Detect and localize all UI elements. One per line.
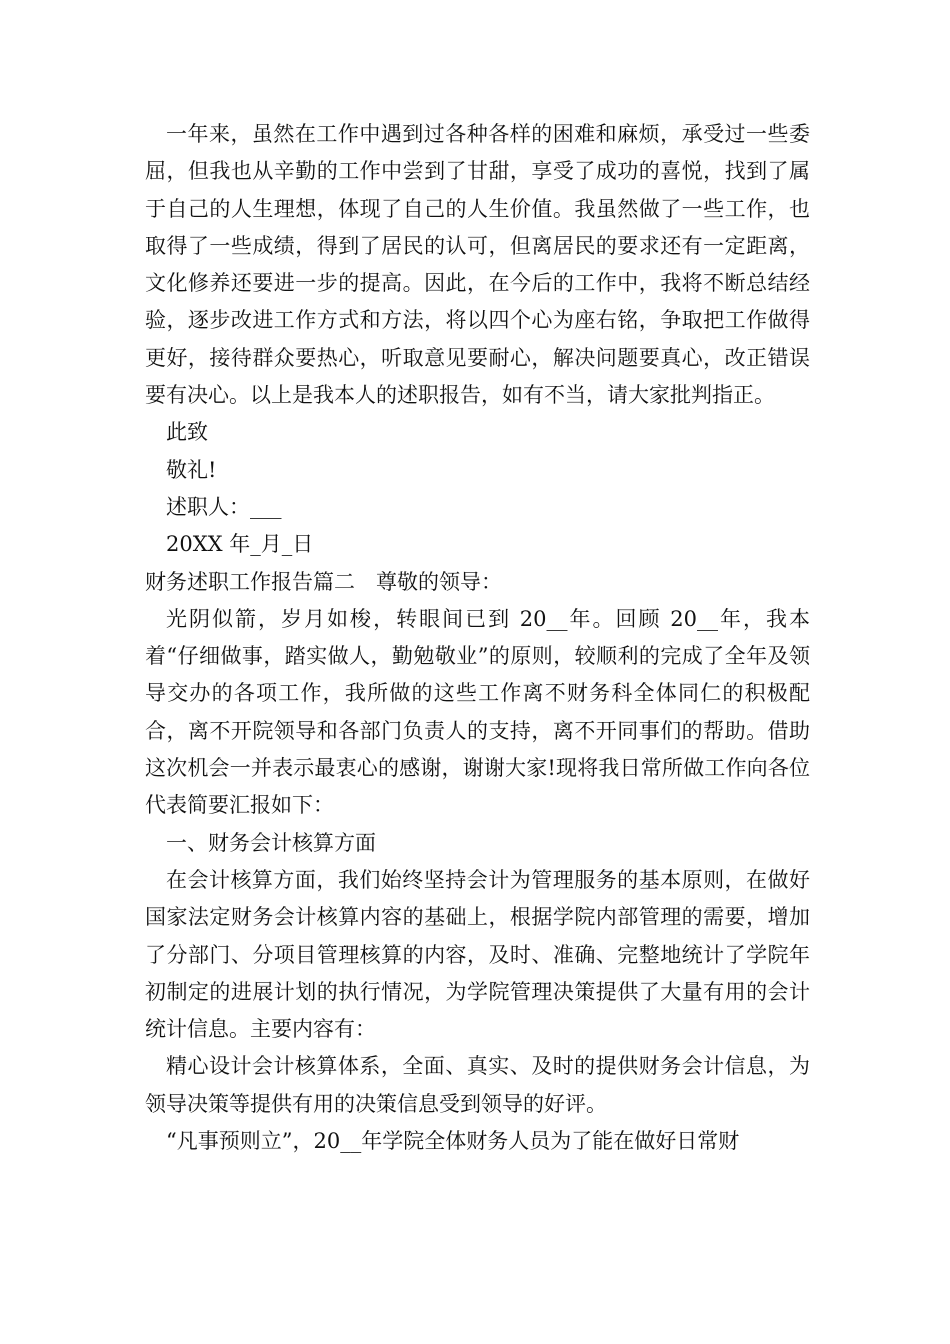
salutation-jingli: 敬礼! [166, 457, 217, 482]
salutation-cizhi: 此致 [166, 420, 208, 445]
paragraph-closing-summary: 一年来，虽然在工作中遇到过各种各样的困难和麻烦，承受过一些委屈，但我也从辛勤的工作中尝到了甘甜，享受了成功的喜悦，找到了属于自己的人生理想，体现了自己的人生价值。我虽然做了一些工作，也取得了一些成绩，得到了居民的认可，但离居民的要求还有一定距离，文化修养还要进一步的提高。因此，在今后的工作中，我将不断总结经验，逐步改进工作方式和方法，将以四个心为座右铭，争取把工作做得更好，接待群众要热心，听取意见要耐心，解决问题要真心，改正错误要有决心。以上是我本人的述职报告，如有不当，请大家批判指正。 [145, 122, 810, 408]
paragraph-review-intro: 光阴似箭，岁月如梭，转眼间已到 20__年。回顾 20__年，我本着“仔细做事，踏实做人，勤勉敬业”的原则，较顺利的完成了全年及领导交办的各项工作，我所做的这些工作离不财务科全体同仁的积极配合，离不开院领导和各部门负责人的支持，离不开同事们的帮助。借助这次机会一并表示最衷心的感谢，谢谢大家!现将我日常所做工作向各位代表简要汇报如下： [145, 606, 810, 818]
paragraph-design-system: 精心设计会计核算体系，全面、真实、及时的提供财务会计信息，为领导决策等提供有用的决策信息受到领导的好评。 [145, 1054, 810, 1116]
subheading-accounting: 一、财务会计核算方面 [166, 830, 376, 855]
signature-line: 述职人：___ [166, 494, 282, 519]
section-heading-part-two: 财务述职工作报告篇二 尊敬的领导： [145, 569, 502, 594]
paragraph-accounting: 在会计核算方面，我们始终坚持会计为管理服务的基本原则，在做好国家法定财务会计核算内容的基础上，根据学院内部管理的需要，增加了分部门、分项目管理核算的内容，及时、准确、完整地统计了学院年初制定的进展计划的执行情况，为学院管理决策提供了大量有用的会计统计信息。主要内容有： [145, 867, 810, 1042]
date-line: 20XX 年_月_日 [166, 532, 314, 557]
paragraph-preparation: “凡事预则立”，20__年学院全体财务人员为了能在做好日常财 [166, 1129, 740, 1154]
document-page [145, 116, 810, 1160]
